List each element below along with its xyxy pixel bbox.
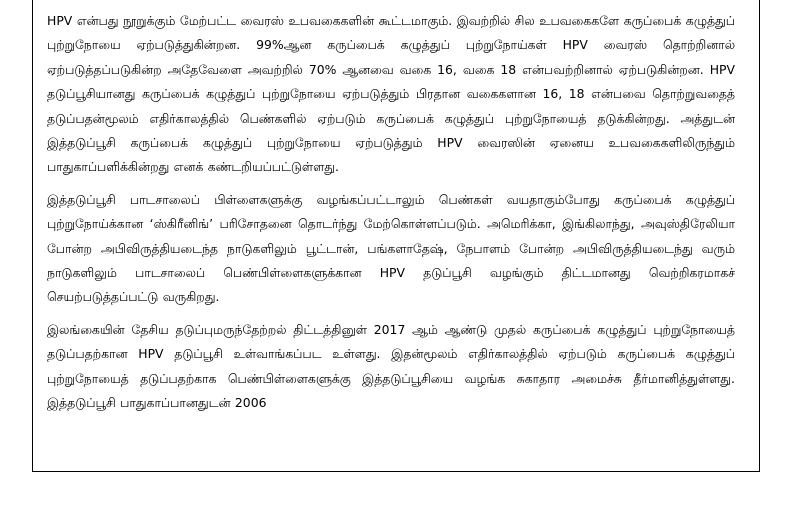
document-text-box — [32, 0, 760, 472]
paragraph-vaccine-programs: இத்தடுப்பூசி பாடசாலைப் பிள்ளைகளுக்கு வழங்கப்பட்டாலும் பெண்கள் வயதாகும்போது கருப்பைக் கழுத்துப் புற்றுநோய்க்கான ‘ஸ்கிரீனிங்’ பரிசோதனை தொடர்ந்து மேற்கொள்ளப்படும். அமெரிக்கா, இங்கிலாந்து, அவுஸ்திரேலியா போன்ற அபிவிருத்தியடைந்த நாடுகளிலும் பூட்டான், பங்களாதேஷ், நேபாளம் போன்ற அபிவிருத்தியடைந்து வரும் நாடுகளிலும் பாடசாலைப் பெண்பிள்ளைகளுக்கான HPV தடுப்பூசி வழங்கும் திட்டமானது வெற்றிகரமாகச் செயற்படுத்தப்பட்டு வருகிறது. — [47, 191, 735, 305]
paragraph-sri-lanka-immunization: இலங்கையின் தேசிய தடுப்புமருந்தேற்றல் திட்டத்தினுள் 2017 ஆம் ஆண்டு முதல் கருப்பைக் கழுத்துப் புற்றுநோயைத் தடுப்பதற்கான HPV தடுப்பூசி உள்வாங்கப்பட உள்ளது. இதன்மூலம் எதிர்காலத்தில் ஏற்படும் கருப்பைக் கழுத்துப் புற்றுநோயைத் தடுப்பதற்காக பெண்பிள்ளைகளுக்கு இத்தடுப்பூசியை வழங்க சுகாதார அமைச்சு தீர்மானித்துள்ளது. இத்தடுப்பூசி பாதுகாப்பானதுடன் 2006 — [47, 321, 735, 411]
paragraph-hpv-overview: HPV என்பது நூறுக்கும் மேற்பட்ட வைரஸ் உபவகைகளின் கூட்டமாகும். இவற்றில் சில உபவகைகளே கருப்பைக் கழுத்துப் புற்றுநோயை ஏற்படுத்துகின்றன. 99%ஆன கருப்பைக் கழுத்துப் புற்றுநோய்கள் HPV வைரஸ் தொற்றினால் ஏற்படுத்தப்படுகின்ற அதேவேளை அவற்றில் 70% ஆனவை வகை 16, வகை 18 என்பவற்றினால் ஏற்படுகின்றன. HPV தடுப்பூசியானது கருப்பைக் கழுத்துப் புற்றுநோயை ஏற்படுத்தும் பிரதான வகைகளான 16, 18 என்பவை தொற்றுவதைத் தடுப்பதன்மூலம் எதிர்காலத்தில் பெண்களில் ஏற்படும் கருப்பைக் கழுத்துப் புற்றுநோயைத் தடுக்கின்றது. அத்துடன் இத்தடுப்பூசி கருப்பைக் கழுத்துப் புற்றுநோயை ஏற்படுத்தும் HPV வைரஸின் ஏனைய உபவகைகளிலிருந்தும் பாதுகாப்பளிக்கின்றது எனக் கண்டறியப்பட்டுள்ளது. — [47, 13, 735, 175]
